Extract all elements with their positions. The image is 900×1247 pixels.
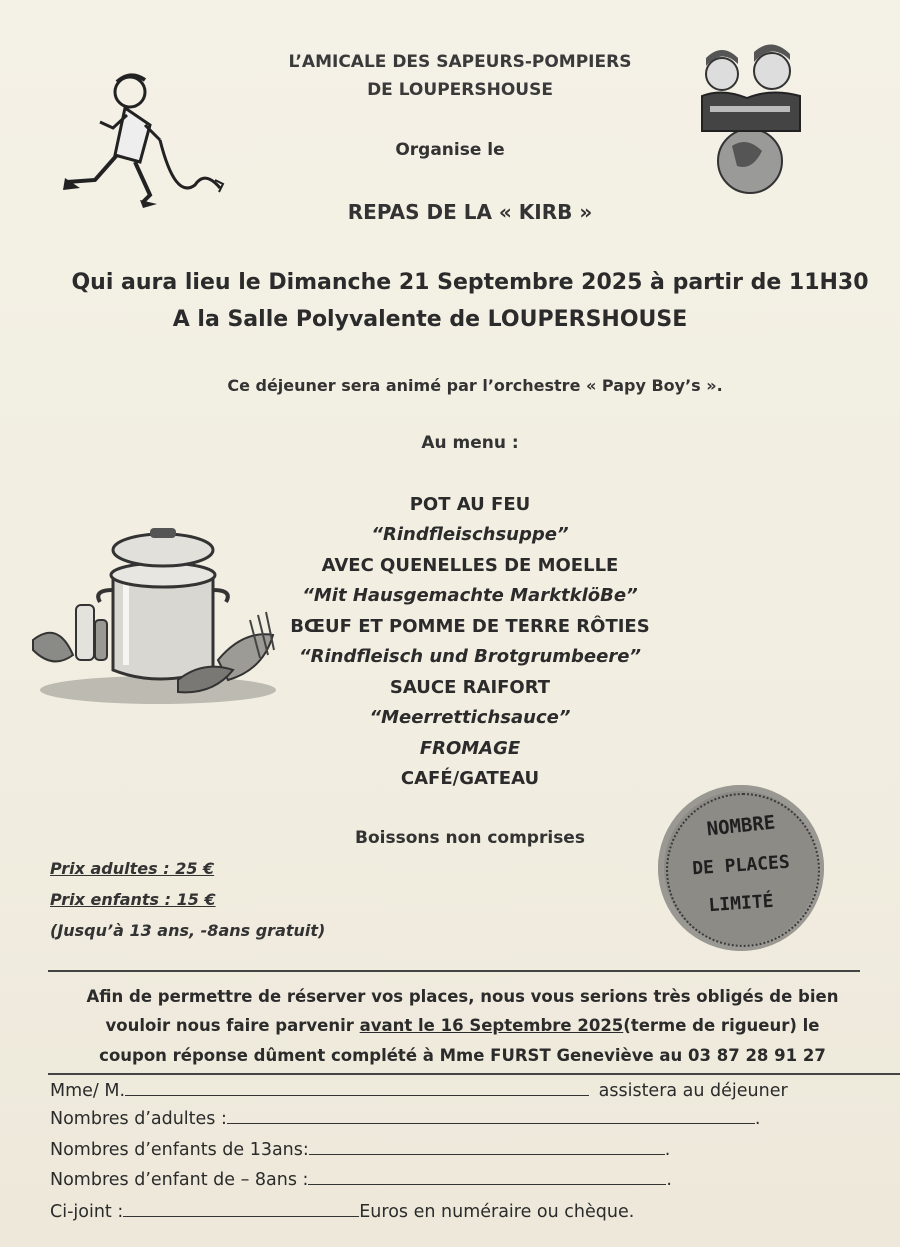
badge-line-2: DE PLACES bbox=[691, 851, 791, 880]
price-note: (Jusqu’à 13 ans, -8ans gratuit) bbox=[50, 921, 326, 940]
menu-item: “Rindfleischsuppe” bbox=[371, 524, 569, 545]
animation-line: Ce déjeuner sera animé par l’orchestre « Papy Boy’s ». bbox=[227, 376, 723, 395]
badge-line-1: NOMBRE bbox=[705, 811, 777, 841]
name-label: Mme/ M. bbox=[50, 1081, 126, 1101]
form-name-row bbox=[50, 1081, 788, 1101]
menu-item: SAUCE RAIFORT bbox=[389, 677, 551, 698]
reservation-line-3: coupon réponse dûment complété à Mme FURST Geneviève au 03 87 28 91 27 bbox=[99, 1046, 826, 1065]
drinks-note: Boissons non comprises bbox=[355, 828, 585, 848]
children8-period: . bbox=[666, 1170, 672, 1190]
name-field[interactable] bbox=[125, 1095, 589, 1096]
divider-bottom bbox=[48, 1073, 900, 1075]
reservation-line-2-post: (terme de rigueur) le bbox=[623, 1016, 820, 1035]
children13-label: Nombres d’enfants de 13ans: bbox=[50, 1140, 309, 1160]
form-children13-row bbox=[50, 1140, 670, 1160]
price-children-text: Prix enfants : 15 € bbox=[50, 890, 216, 909]
organizer-line-1: L’AMICALE DES SAPEURS-POMPIERS bbox=[288, 52, 632, 72]
menu-item: “Rindfleisch und Brotgrumbeere” bbox=[299, 646, 641, 667]
menu-item: POT AU FEU bbox=[409, 494, 531, 515]
price-children bbox=[50, 890, 216, 909]
organise-label: Organise le bbox=[395, 140, 505, 160]
adults-label: Nombres d’adultes : bbox=[50, 1109, 227, 1129]
enclosed-suffix: Euros en numéraire ou chèque. bbox=[359, 1202, 635, 1222]
menu-item: BŒUF ET POMME DE TERRE RÔTIES bbox=[290, 616, 650, 637]
reservation-line-2-pre: vouloir nous faire parvenir bbox=[105, 1016, 360, 1035]
badge-line-3: LIMITÉ bbox=[707, 890, 775, 917]
menu-item: AVEC QUENELLES DE MOELLE bbox=[321, 555, 619, 576]
limited-places-badge bbox=[658, 785, 824, 951]
event-place-line: A la Salle Polyvalente de LOUPERSHOUSE bbox=[172, 307, 688, 332]
organizer-line-2: DE LOUPERSHOUSE bbox=[367, 80, 553, 100]
name-suffix: assistera au déjeuner bbox=[598, 1081, 788, 1101]
form-enclosed-row bbox=[50, 1202, 634, 1222]
menu-title: Au menu : bbox=[421, 433, 519, 453]
divider-top bbox=[48, 970, 860, 972]
menu-item: “Meerrettichsauce” bbox=[369, 707, 571, 728]
event-date-line: Qui aura lieu le Dimanche 21 Septembre 2025 à partir de 11H30 bbox=[71, 270, 869, 295]
children13-period: . bbox=[664, 1140, 671, 1160]
menu-item: FROMAGE bbox=[419, 738, 521, 759]
menu-item: CAFÉ/GATEAU bbox=[400, 768, 540, 789]
cooking-pot-illustration bbox=[28, 520, 288, 710]
enclosed-label: Ci-joint : bbox=[50, 1202, 124, 1222]
adults-field[interactable] bbox=[227, 1123, 755, 1124]
reservation-line-1: Afin de permettre de réserver vos places, nous vous serions très obligés de bien bbox=[86, 987, 839, 1006]
event-title: REPAS DE LA « KIRB » bbox=[347, 200, 593, 224]
menu-item: “Mit Hausgemachte MarktklöBe” bbox=[302, 585, 638, 606]
reservation-deadline: avant le 16 Septembre 2025 bbox=[359, 1016, 624, 1035]
children8-label: Nombres d’enfant de – 8ans : bbox=[50, 1170, 309, 1190]
children13-field[interactable] bbox=[309, 1154, 665, 1155]
reservation-line-2 bbox=[40, 1011, 885, 1040]
form-adults-row bbox=[50, 1109, 760, 1129]
form-children8-row bbox=[50, 1170, 672, 1190]
enclosed-field[interactable] bbox=[123, 1216, 359, 1217]
price-adults-text: Prix adultes : 25 € bbox=[50, 859, 215, 878]
adults-period: . bbox=[754, 1109, 761, 1129]
price-adults bbox=[50, 859, 214, 878]
children8-field[interactable] bbox=[308, 1184, 666, 1185]
